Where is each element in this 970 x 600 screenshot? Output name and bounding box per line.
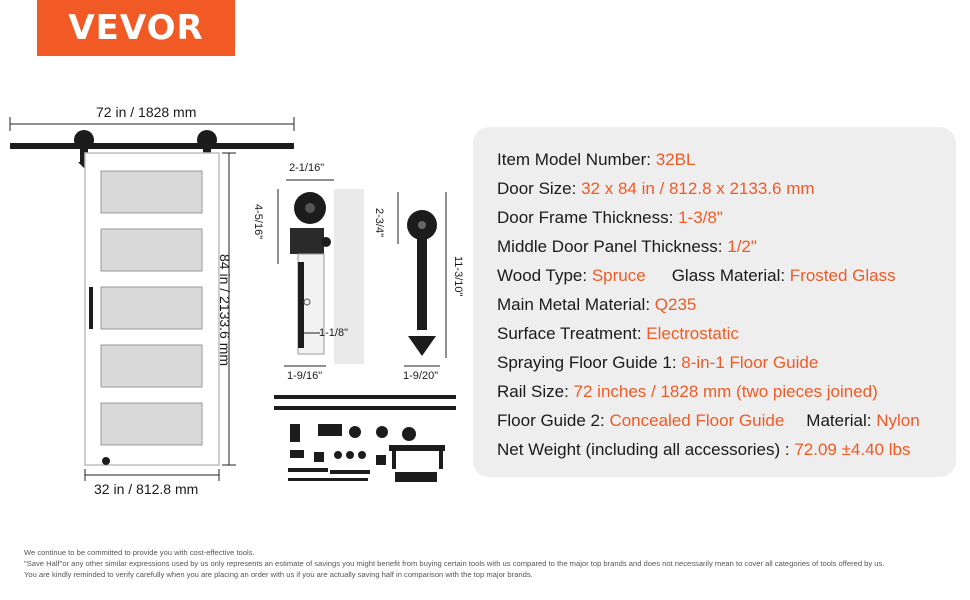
rail (10, 143, 294, 149)
strap-bottom-dim: 1-9/20" (403, 370, 439, 382)
spec-wood-glass: Wood Type: Spruce Glass Material: Frosted Glass (497, 266, 896, 285)
hanger-side-dim: 4-5/16" (252, 204, 264, 240)
door-width-label: 32 in / 812.8 mm (94, 481, 199, 497)
handle (89, 287, 93, 329)
disclaimer-line-3: You are kindly reminded to verify carefully when you are placing an order with us if you are actually saving half in comparison with the top major brands. (24, 570, 533, 579)
spec-net-weight: Net Weight (including all accessories) : 72.09 ±4.40 lbs (497, 440, 911, 459)
spec-surface: Surface Treatment: Electrostatic (497, 324, 739, 343)
spec-panel-thickness: Middle Door Panel Thickness: 1/2" (497, 237, 757, 256)
strap-top-dim: 2-3/4" (373, 208, 385, 237)
spec-rail-size: Rail Size: 72 inches / 1828 mm (two pieces joined) (497, 382, 878, 401)
spec-frame-thickness: Door Frame Thickness: 1-3/8" (497, 208, 723, 227)
accessories (288, 424, 445, 482)
hanger-inner-dim: 1-1/8" (319, 327, 348, 339)
disclaimer-line-2: "Save Half"or any other similar expressions used by us only represents an estimate of savings you might benefit from buying certain tools with us compared to the major top brands and does not necessarily mean to cover all categories of tools offered by us. (24, 559, 885, 568)
spec-card (473, 127, 956, 477)
spec-door-size: Door Size: 32 x 84 in / 812.8 x 2133.6 mm (497, 179, 815, 198)
vevor-logo: VEVOR (37, 0, 235, 56)
door-height-label: 84 in / 2133.6 mm (217, 254, 233, 367)
hanger-bottom-dim: 1-9/16" (287, 370, 323, 382)
strap-detail (398, 192, 446, 366)
spec-model: Item Model Number: 32BL (497, 150, 696, 169)
strap-side-dim: 11-3/10" (452, 256, 464, 297)
spec-floor-guide-2: Floor Guide 2: Concealed Floor Guide Material: Nylon (497, 411, 920, 430)
rail-width-label: 72 in / 1828 mm (96, 104, 197, 120)
disclaimer-line-1: We continue to be committed to provide you with cost-effective tools. (24, 548, 255, 557)
spec-metal: Main Metal Material: Q235 (497, 295, 697, 314)
hanger-top-dim: 2-1/16" (289, 162, 325, 174)
spec-floor-guide-1: Spraying Floor Guide 1: 8-in-1 Floor Guide (497, 353, 819, 372)
